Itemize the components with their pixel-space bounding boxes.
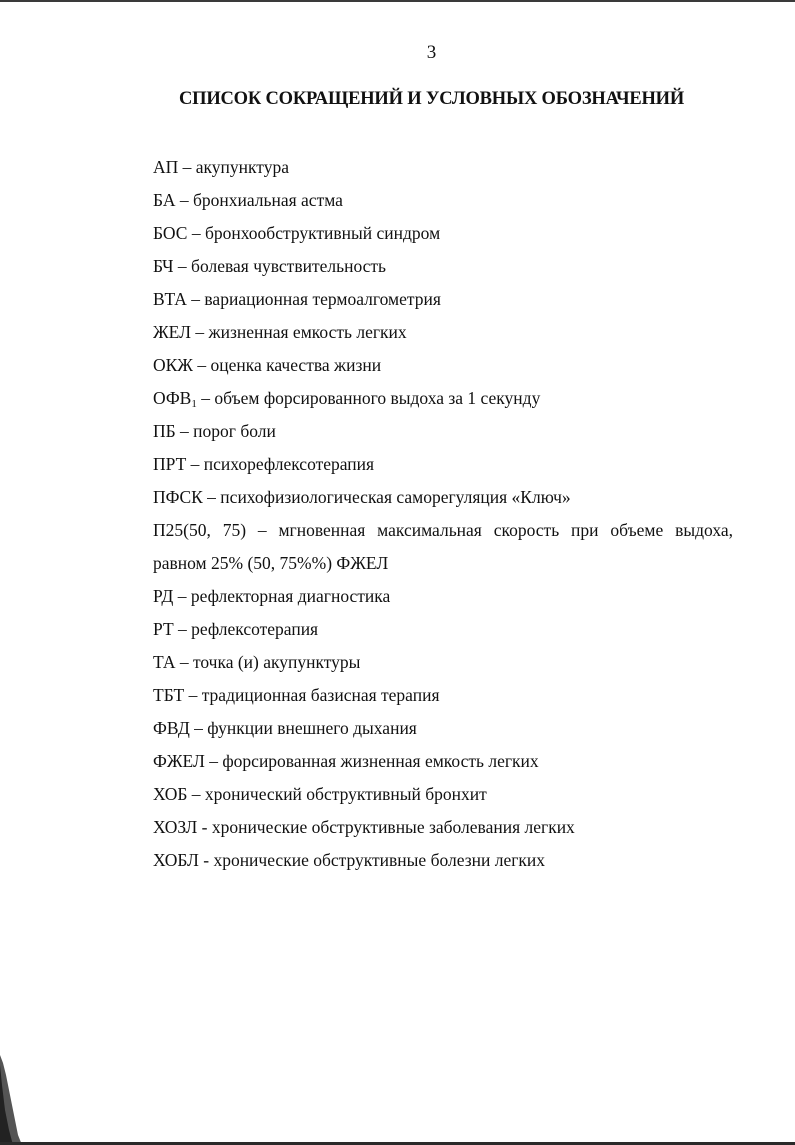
abbreviation-entry: ФЖЕЛ – форсированная жизненная емкость легких xyxy=(153,751,539,771)
abbreviation-entry: ОКЖ – оценка качества жизни xyxy=(153,355,382,375)
abbreviation-entry: ВТА – вариационная термоалгометрия xyxy=(153,289,441,309)
ofv1-definition: – объем форсированного выдоха за 1 секунду xyxy=(196,388,541,408)
abbreviation-entry: ПФСК – психофизиологическая саморегуляция «Ключ» xyxy=(153,487,571,507)
abbreviation-entry: БА – бронхиальная астма xyxy=(153,190,343,210)
abbreviation-entry: ХОБЛ - хронические обструктивные болезни легких xyxy=(153,850,546,870)
page-title: СПИСОК СОКРАЩЕНИЙ И УСЛОВНЫХ ОБОЗНАЧЕНИЙ xyxy=(178,89,685,109)
abbreviation-entry: ЖЕЛ – жизненная емкость легких xyxy=(153,322,407,342)
abbreviation-entry-continuation: равном 25% (50, 75%%) ФЖЕЛ xyxy=(153,553,389,573)
abbreviation-entry: ПРТ – психорефлексотерапия xyxy=(153,454,375,474)
abbreviation-entry: БЧ – болевая чувствительность xyxy=(153,256,387,276)
abbreviation-list xyxy=(153,154,733,880)
scan-edge-top xyxy=(0,0,795,2)
ofv1-subscript: 1 xyxy=(191,398,197,410)
abbreviation-entry: ТБТ – традиционная базисная терапия xyxy=(153,685,440,705)
abbreviation-entry: ХОЗЛ - хронические обструктивные заболевания легких xyxy=(153,817,575,837)
page-number: 3 xyxy=(426,42,437,63)
abbreviation-entry: ФВД – функции внешнего дыхания xyxy=(153,718,417,738)
abbreviation-entry: АП – акупунктура xyxy=(153,157,289,177)
abbreviation-entry: П25(50, 75) – мгновенная максимальная скорость при объеме выдоха, xyxy=(153,520,733,540)
abbreviation-entry: БОС – бронхообструктивный синдром xyxy=(153,223,441,243)
abbreviation-entry: ТА – точка (и) акупунктуры xyxy=(153,652,361,672)
abbreviation-entry: РД – рефлекторная диагностика xyxy=(153,586,391,606)
abbreviation-entry-ofv1 xyxy=(153,385,733,418)
abbreviation-entry: ПБ – порог боли xyxy=(153,421,276,441)
ofv1-abbr: ОФВ xyxy=(153,388,192,408)
scan-edge-shadow xyxy=(0,1055,22,1145)
abbreviation-entry: ХОБ – хронический обструктивный бронхит xyxy=(153,784,487,804)
abbreviation-entry: РТ – рефлексотерапия xyxy=(153,619,319,639)
